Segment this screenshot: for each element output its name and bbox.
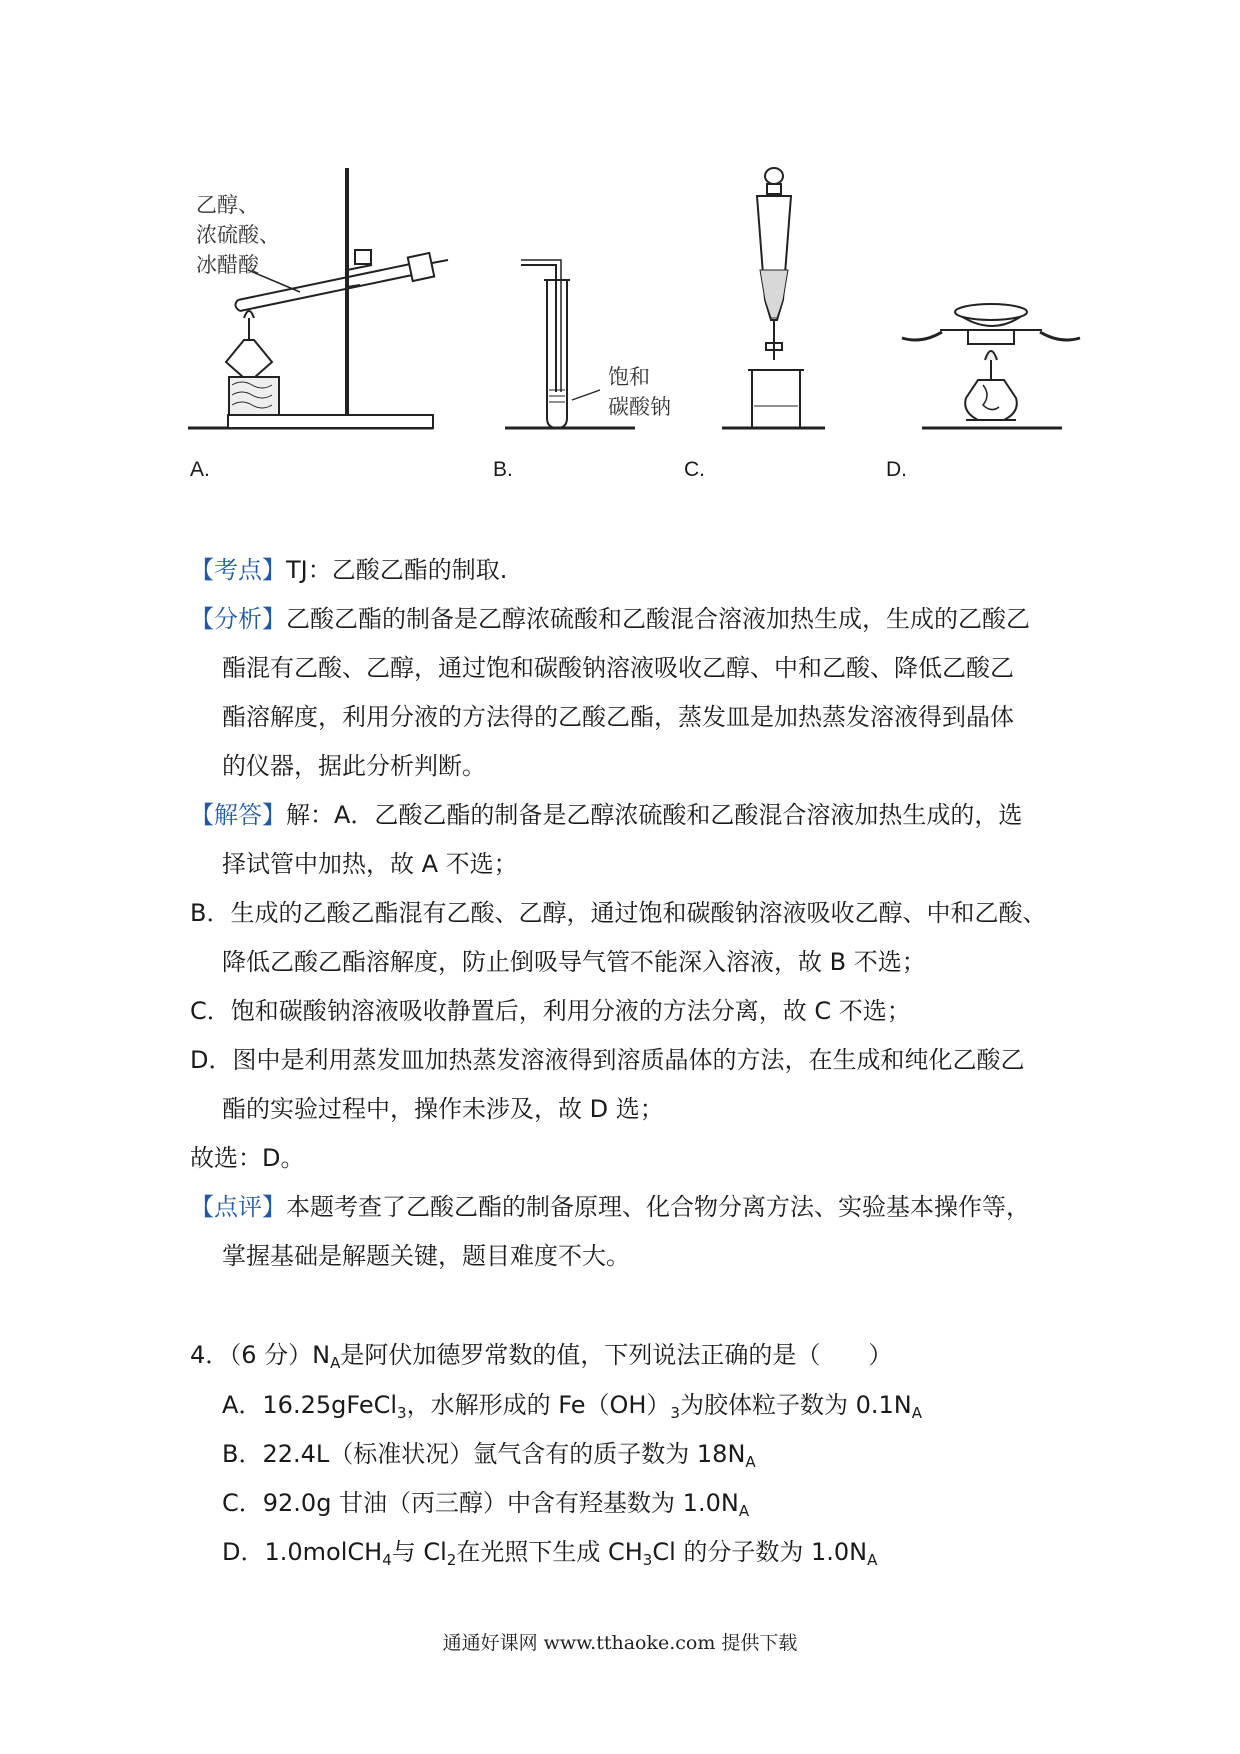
- kaodian-line: [190, 553, 507, 587]
- fenxi-line-4: 的仪器，据此分析判断。: [222, 752, 486, 780]
- d-line-2: 酯的实验过程中，操作未涉及，故 D 选；: [222, 1095, 664, 1123]
- q4-d-sub-2: 2: [446, 1551, 457, 1569]
- kaodian-text: TJ：乙酸乙酯的制取.: [286, 556, 508, 584]
- q4-stem-pre: 4．（6 分）N: [190, 1341, 331, 1369]
- page-footer: 通通好课网 www.tthaoke.com 提供下载: [442, 1632, 798, 1654]
- q4-b-sub-1: A: [745, 1453, 756, 1471]
- apparatus-c-drawing: [722, 168, 825, 428]
- q4-option-b: [222, 1437, 756, 1471]
- label-a-line-1: 乙醇、: [196, 193, 259, 217]
- answer-line: 故选：D。: [190, 1144, 305, 1172]
- q4-a-part-2: ，水解形成的 Fe（OH）: [406, 1391, 671, 1419]
- fenxi-text-1: 乙酸乙酯的制备是乙醇浓硫酸和乙酸混合溶液加热生成，生成的乙酸乙: [286, 605, 1030, 633]
- q4-d-part-3: 在光照下生成 CH: [456, 1538, 643, 1566]
- question-4-stem: [190, 1338, 892, 1372]
- fenxi-line-1: [190, 602, 1030, 636]
- jieda-line-1: [190, 798, 1022, 832]
- q4-c-sub-1: A: [738, 1502, 750, 1520]
- q4-option-a: [222, 1388, 922, 1422]
- q4-d-sub-4: A: [867, 1551, 878, 1569]
- q4-d-sub-1: 4: [382, 1551, 392, 1569]
- q4-a-sub-1: 3: [397, 1404, 407, 1422]
- label-a-line-3: 冰醋酸: [196, 253, 259, 277]
- fenxi-line-2: 酯混有乙酸、乙醇，通过饱和碳酸钠溶液吸收乙醇、中和乙酸、降低乙酸乙: [222, 654, 1014, 682]
- apparatus-d-drawing: [902, 304, 1080, 428]
- dianping-line-2: 掌握基础是解题关键，题目难度不大。: [222, 1242, 630, 1270]
- option-label-d: D.: [886, 458, 907, 481]
- label-b-line-2: 碳酸钠: [608, 395, 671, 419]
- q4-d-sub-3: 3: [642, 1551, 653, 1569]
- fenxi-line-3: 酯溶解度，利用分液的方法得的乙酸乙酯，蒸发皿是加热蒸发溶液得到晶体: [222, 703, 1014, 731]
- q4-a-part-3: 为胶体粒子数为 0.1N: [679, 1391, 912, 1419]
- jieda-line-2: 择试管中加热，故 A 不选；: [222, 850, 518, 878]
- b-line-1: B．生成的乙酸乙酯混有乙酸、乙醇，通过饱和碳酸钠溶液吸收乙醇、中和乙酸、: [190, 899, 1047, 927]
- q4-option-c: [222, 1486, 749, 1520]
- label-a-line-2: 浓硫酸、: [196, 223, 280, 247]
- kaodian-tag: 【考点】: [190, 556, 286, 584]
- fenxi-tag: 【分析】: [190, 605, 286, 633]
- option-label-b: B.: [493, 458, 513, 481]
- q4-d-part-2: 与 Cl: [391, 1538, 447, 1566]
- option-label-a: A.: [190, 458, 210, 481]
- label-b-line-1: 饱和: [608, 365, 650, 389]
- dianping-tag: 【点评】: [190, 1193, 286, 1221]
- option-label-c: C.: [684, 458, 705, 481]
- jieda-tag: 【解答】: [190, 801, 286, 829]
- q4-option-d: [222, 1535, 877, 1569]
- b-line-2: 降低乙酸乙酯溶解度，防止倒吸导气管不能深入溶液，故 B 不选；: [222, 948, 926, 976]
- q4-d-part-1: D．1.0molCH: [222, 1538, 383, 1566]
- q4-c-part-1: C．92.0g 甘油（丙三醇）中含有羟基数为 1.0N: [222, 1489, 739, 1517]
- q4-a-sub-2: 3: [670, 1404, 680, 1422]
- q4-a-sub-3: A: [911, 1404, 922, 1422]
- c-line: C．饱和碳酸钠溶液吸收静置后，利用分液的方法分离，故 C 不选；: [190, 997, 911, 1025]
- dianping-line-1: [190, 1190, 1030, 1224]
- jieda-text-1: 解：A．乙酸乙酯的制备是乙醇浓硫酸和乙酸混合溶液加热生成的，选: [286, 801, 1023, 829]
- dianping-text-1: 本题考查了乙酸乙酯的制备原理、化合物分离方法、实验基本操作等，: [286, 1193, 1030, 1221]
- q4-stem-post: 是阿伏加德罗常数的值，下列说法正确的是（ ）: [340, 1341, 893, 1369]
- d-line-1: D．图中是利用蒸发皿加热蒸发溶液得到溶质晶体的方法，在生成和纯化乙酸乙: [190, 1046, 1025, 1074]
- q4-b-part-1: B．22.4L（标准状况）氩气含有的质子数为 18N: [222, 1440, 746, 1468]
- q4-stem-sub: A: [330, 1354, 341, 1372]
- q4-a-part-1: A．16.25gFeCl: [222, 1391, 398, 1419]
- q4-d-part-4: Cl 的分子数为 1.0N: [652, 1538, 868, 1566]
